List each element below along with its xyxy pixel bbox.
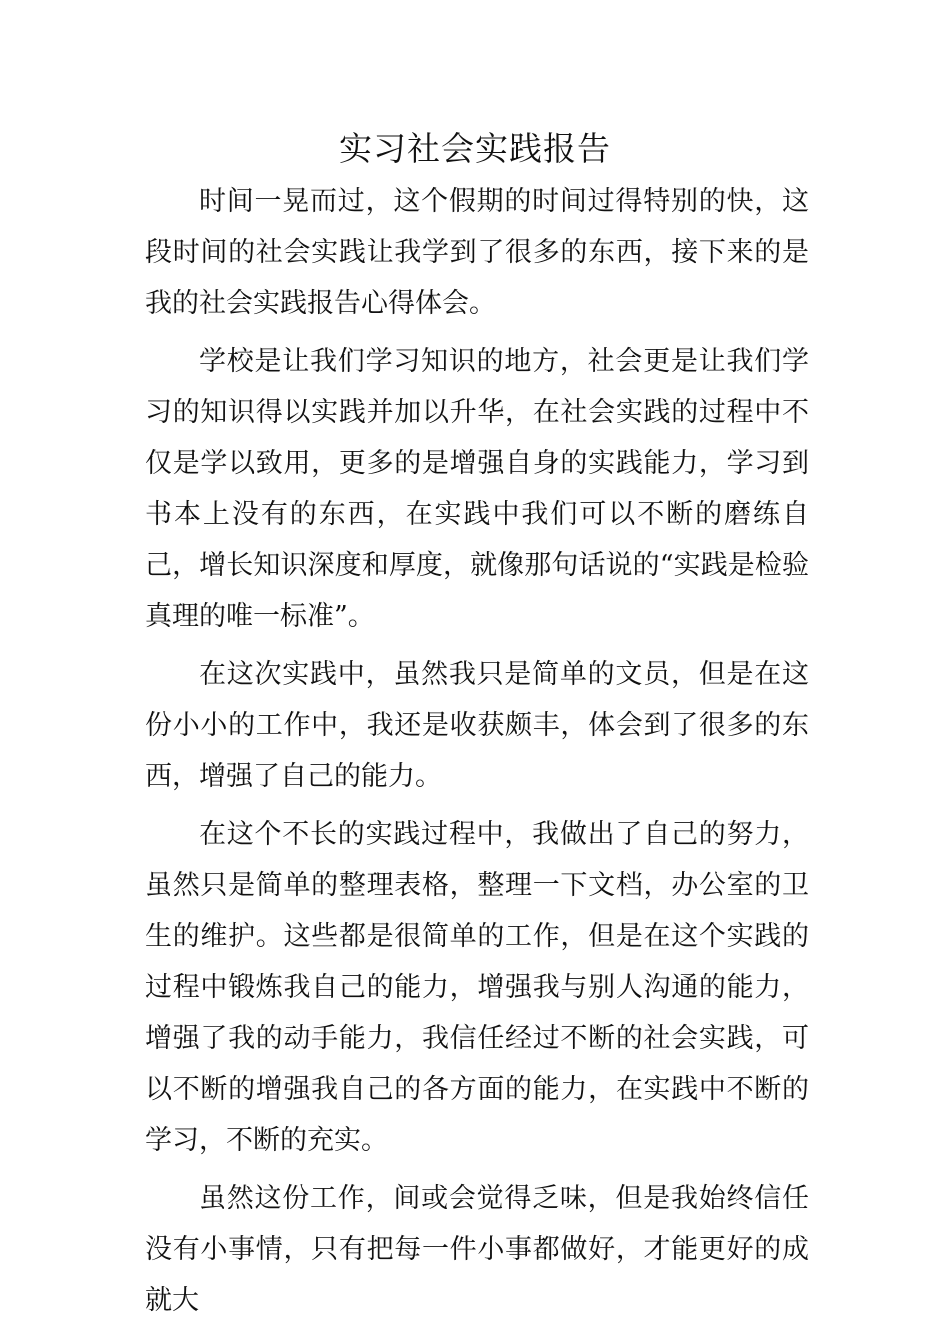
paragraph-4: 在这个不长的实践过程中，我做出了自己的努力，虽然只是简单的整理表格，整理一下文档，办公室的卫生的维护。这些都是很简单的工作，但是在这个实践的过程中锻炼我自己的能力，增强我与别人沟通的能力，增强了我的动手能力，我信任经过不断的社会实践，可以不断的增强我自己的各方面的能力，在实践中不断的学习，不断的充实。 [145,819,809,1156]
document-body [145,176,809,1333]
document-title: 实习社会实践报告 [339,129,611,168]
paragraph-3: 在这次实践中，虽然我只是简单的文员，但是在这份小小的工作中，我还是收获颇丰，体会到了很多的东西，增强了自己的能力。 [145,659,809,792]
paragraph-1: 时间一晃而过，这个假期的时间过得特别的快，这段时间的社会实践让我学到了很多的东西，接下来的是我的社会实践报告心得体会。 [145,186,809,319]
paragraph-5: 虽然这份工作，间或会觉得乏味，但是我始终信任没有小事情，只有把每一件小事都做好，才能更好的成就大 [145,1183,809,1316]
paragraph-2: 学校是让我们学习知识的地方，社会更是让我们学习的知识得以实践并加以升华，在社会实践的过程中不仅是学以致用，更多的是增强自身的实践能力，学习到书本上没有的东西，在实践中我们可以不断的磨练自己，增长知识深度和厚度，就像那句话说的“实践是检验真理的唯一标准”。 [145,346,809,632]
